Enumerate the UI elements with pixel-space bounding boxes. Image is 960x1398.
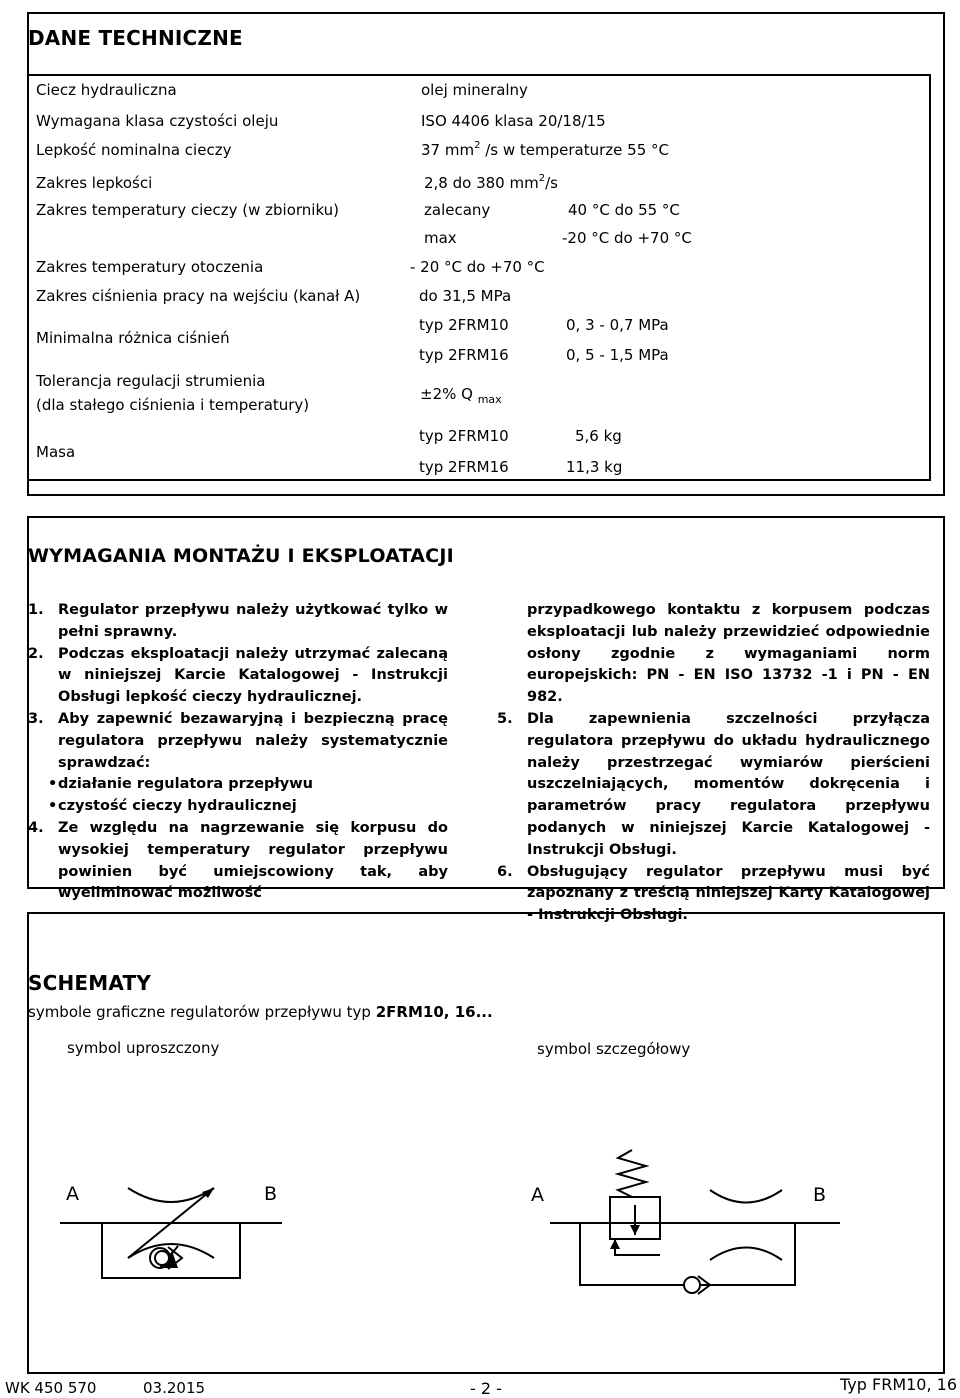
- tech-row-label: Masa: [36, 443, 76, 461]
- tech-row-sublabel: max: [424, 229, 457, 247]
- tech-row-value: - 20 °C do +70 °C: [410, 258, 545, 276]
- requirement-item: 2. Podczas eksploatacji należy utrzymać zalecaną w niniejszej Karcie Katalogowej - Instrukcji Obsługi lepkość cieczy hydraulicznej.: [28, 645, 448, 706]
- requirements-left-column: [28, 600, 448, 905]
- tech-row-label: (dla stałego ciśnienia i temperatury): [36, 396, 310, 414]
- requirement-bullet: • działanie regulatora przepływu: [28, 774, 448, 796]
- requirement-item: 5. Dla zapewnienia szczelności przyłącza regulatora przepływu do układu hydraulicznego należy przestrzegać wymiarów pierścieni uszczelniających, momentów dokręcenia i parametrów pracy regulatora przepływu podanych w niniejszej Karcie Katalogowej - Instrukcji Obsługi.: [497, 710, 930, 858]
- requirement-item: 1. Regulator przepływu należy użytkować tylko w pełni sprawny.: [28, 602, 448, 640]
- schematy-title: SCHEMATY: [28, 971, 152, 995]
- requirement-item: 4. Ze względu na nagrzewanie się korpusu do wysokiej temperatury regulator przepływu powinien być umiejscowiony tak, aby wyeliminować możliwość: [28, 819, 448, 902]
- tech-row-value: 0, 3 - 0,7 MPa: [566, 316, 669, 334]
- tech-data-table: [27, 74, 931, 481]
- tech-row-label: Zakres temperatury otoczenia: [36, 258, 264, 276]
- tech-row-value: olej mineralny: [421, 81, 528, 99]
- tech-row-sublabel: zalecany: [424, 201, 491, 219]
- tech-data-title: DANE TECHNICZNE: [28, 26, 243, 50]
- tech-row-sublabel: typ 2FRM16: [419, 458, 509, 476]
- tech-row-value: ±2% Q $_{max}$: [420, 385, 502, 406]
- detailed-symbol-label: symbol szczegółowy: [537, 1040, 691, 1058]
- detailed-port-a: A: [531, 1184, 544, 1206]
- requirement-item: 6. Obsługujący regulator przepływu musi być zapoznany z treścią niniejszej Karty Katalogowej - Instrukcji Obsługi.: [497, 863, 930, 924]
- tech-row-value: 40 °C do 55 °C: [568, 201, 680, 219]
- tech-row-label: Minimalna różnica ciśnień: [36, 329, 230, 347]
- footer-product-type: Typ FRM10, 16: [840, 1375, 958, 1394]
- tech-row-value: ISO 4406 klasa 20/18/15: [421, 112, 606, 130]
- simplified-symbol-diagram: [50, 1140, 300, 1300]
- requirement-continuation: przypadkowego kontaktu z korpusem podczas eksploatacji lub należy przewidzieć odpowiednie osłony zgodnie z wymaganiami norm europejskich: PN - EN ISO 13732 -1 i PN - EN 982.: [527, 602, 930, 706]
- requirement-item: 3. Aby zapewnić bezawaryjną i bezpieczną pracę regulatora przepływu należy systematycznie sprawdzać:: [28, 710, 448, 771]
- tech-row-sublabel: typ 2FRM10: [419, 427, 509, 445]
- footer-page-number: - 2 -: [470, 1379, 502, 1398]
- requirements-right-column: [497, 600, 930, 927]
- detailed-symbol-diagram: [540, 1135, 870, 1325]
- tech-row-label: Lepkość nominalna cieczy: [36, 141, 232, 159]
- tech-row-sublabel: typ 2FRM10: [419, 316, 509, 334]
- footer-doc-number: WK 450 570: [5, 1379, 97, 1397]
- requirement-bullet: • czystość cieczy hydraulicznej: [28, 796, 448, 818]
- tech-row-label: Ciecz hydrauliczna: [36, 81, 177, 99]
- simplified-port-b: B: [264, 1183, 278, 1205]
- tech-row-value: 2,8 do 380 $mm^2/s$: [424, 173, 558, 192]
- schematy-subtitle: symbole graficzne regulatorów przepływu typ 2FRM10, 16...: [28, 1003, 493, 1021]
- tech-row-value: -20 °C do +70 °C: [562, 229, 692, 247]
- tech-row-label: Zakres ciśnienia pracy na wejściu (kanał A): [36, 287, 361, 305]
- footer-date: 03.2015: [143, 1379, 206, 1397]
- tech-row-value: 5,6 kg: [575, 427, 622, 445]
- tech-row-value: 37 $mm^2$ /s w temperaturze 55 °C: [421, 140, 669, 159]
- tech-row-label: Wymagana klasa czystości oleju: [36, 112, 279, 130]
- tech-row-value: do 31,5 MPa: [419, 287, 512, 305]
- tech-row-sublabel: typ 2FRM16: [419, 346, 509, 364]
- tech-row-label: Zakres lepkości: [36, 174, 153, 192]
- simplified-port-a: A: [66, 1183, 79, 1205]
- tech-row-value: 0, 5 - 1,5 MPa: [566, 346, 669, 364]
- detailed-port-b: B: [813, 1184, 827, 1206]
- simplified-symbol-label: symbol uproszczony: [67, 1039, 220, 1057]
- tech-row-value: 11,3 kg: [566, 458, 623, 476]
- requirements-title: WYMAGANIA MONTAŻU I EKSPLOATACJI: [28, 545, 454, 567]
- tech-row-label: Zakres temperatury cieczy (w zbiorniku): [36, 201, 340, 219]
- tech-row-label: Tolerancja regulacji strumienia: [36, 372, 266, 390]
